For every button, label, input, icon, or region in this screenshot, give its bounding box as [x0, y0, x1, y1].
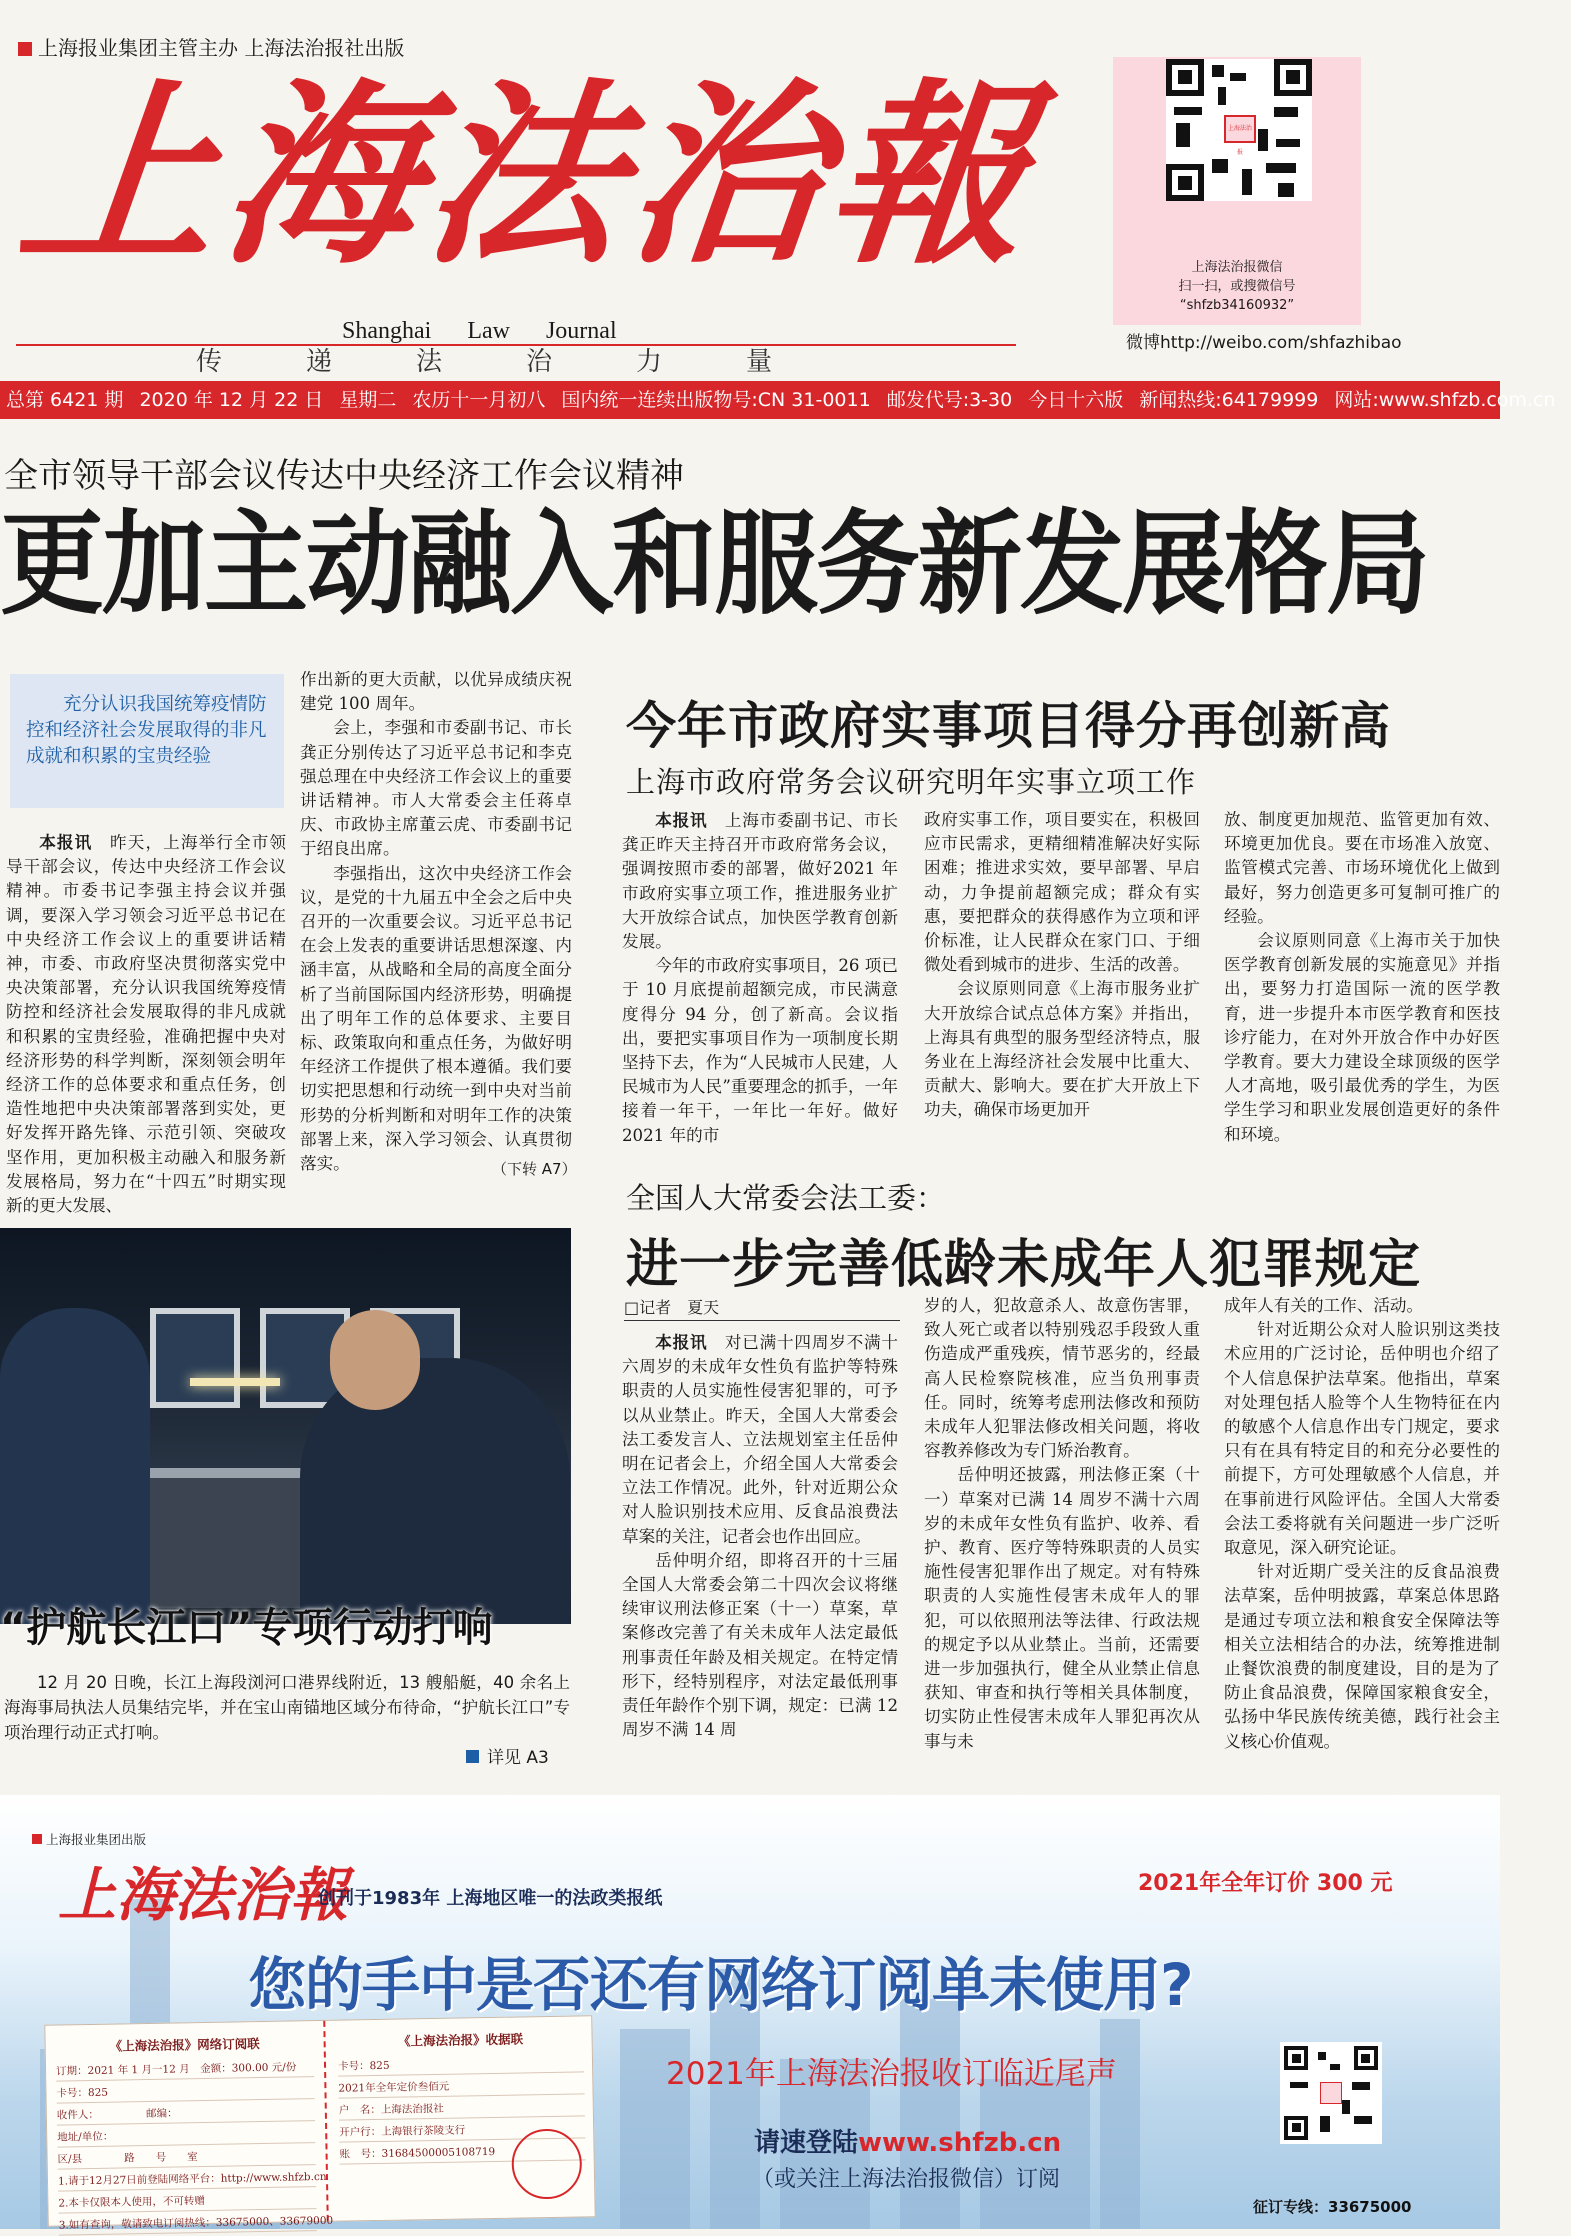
ad-publisher: 上海报业集团出版: [32, 1830, 146, 1848]
lead-column-1: 本报讯 昨天，上海举行全市领导干部会议，传达中央经济工作会议精神。市委书记李强主持会议并强调，要深入学习领会习近平总书记在中央经济工作会议上的重要讲话精神，市委、市政府坚决贯彻落实党中央决策部署，充分认识我国统筹疫情防控和经济社会发展取得的非凡成就和积累的宝贵经验，准确把握中央对经济形势的科学判断，深刻领会明年经济工作的总体要求和重点任务，创造性地把中央决策部署落到实处，更好发挥开路先锋、示范引领、突破攻坚作用，更加积极主动融入和服务新发展格局，努力在“十四五”时期实现新的更大发展、: [6, 832, 287, 1216]
ad-logo: 上海法治報: [58, 1861, 349, 1929]
form-online-stub: 《上海法治报》网络订阅联 订期：2021 年 1 月一12 月 金额：300.00 元/份 卡号：825 收件人： 邮编： 地址/单位： 区/县 路 号 室 1.请于12月27日前登陆网络平台：http://www.shfzb.cn 2.本卡仅限本人使用，不可转赠 3.如有查询，敬请致电订阅热线：33675000、33679000: [45, 2021, 328, 2226]
issue-date: 2020 年 12 月 22 日: [139, 389, 324, 411]
jump-line: （下转 A7）: [492, 1160, 577, 1178]
website[interactable]: 网站:www.shfzb.com.cn: [1334, 389, 1556, 411]
lead-column-2: 作出新的更大贡献，以优异成绩庆祝建党 100 周年。 会上，李强和市委副书记、市长龚正分别传达了习近平总书记和李克强总理在中央经济工作会议上的重要讲话精神。市人大常委会主任蒋卓庆、市政协主席董云虎、市委副书记于绍良出席。 李强指出，这次中央经济工作会议，是党的十九届五中全会之后中央召开的一次重要会议。习近平总书记在会上发表的重要讲话思想深邃、内涵丰富，从战略和全局的高度全面分析了当前国际国内经济形势，明确提出了明年工作的总体要求、主要目标、政策取向和重点任务，为做好明年经济工作提供了根本遵循。我们要切实把思想和行动统一到中央对当前形势的分析判断和对明年工作的决策部署上来，深入学习领会、认真贯彻落实。: [300, 670, 572, 1174]
newspaper-logo: 上海法治報: [10, 61, 1045, 291]
slogan: 传递法治力量: [16, 344, 1016, 378]
page-count: 今日十六版: [1028, 389, 1124, 411]
issue-info-bar: [0, 381, 1556, 419]
qr-caption: 上海法治报微信 扫一扫，或搜微信号 “shfzb34160932”: [1178, 260, 1296, 313]
photo-headline: “护航长江口”专项行动打响: [0, 1605, 493, 1651]
postal-code: 邮发代号:3-30: [886, 389, 1013, 411]
wechat-qr-code-icon[interactable]: [1166, 59, 1312, 201]
story2-headline: 今年市政府实事项目得分再创新高: [626, 697, 1391, 755]
ad-tagline: 创刊于1983年 上海地区唯一的法政类报纸: [318, 1888, 663, 1909]
story3-kicker: 全国人大常委会法工委：: [626, 1181, 946, 1215]
page-reference[interactable]: 详见 A3: [466, 1743, 549, 1768]
story2-subhead: 上海市政府常务会议研究明年实事立项工作: [626, 765, 1197, 799]
english-name: Shanghai Law Journal: [342, 318, 617, 344]
ad-website-link[interactable]: www.shfzb.cn: [858, 2128, 1062, 2158]
ad-notice: 2021年上海法治报收订临近尾声: [666, 2056, 1117, 2092]
blue-square-icon: [466, 1750, 479, 1763]
lead-kicker: 全市领导干部会议传达中央经济工作会议精神: [4, 456, 684, 496]
weibo-link[interactable]: 微博http://weibo.com/shfazhibao: [1126, 333, 1402, 353]
lunar-date: 农历十一月初八: [412, 389, 546, 411]
photo-caption: 12 月 20 日晚，长江上海段浏河口港界线附近，13 艘船艇，40 余名上海海事局执法人员集结完毕，并在宝山南锚地区域分布待命，“护航长江口”专项治理行动正式打响。: [4, 1673, 570, 1742]
form-receipt-stub: 《上海法治报》收据联 卡号：825 2021年全年定价叁佰元 户 名：上海法治报社 开户行：上海银行茶陵支行 账 号：31684500005108719: [327, 2016, 596, 2221]
story3-headline: 进一步完善低龄未成年人犯罪规定: [626, 1235, 1422, 1295]
official-seal-icon: [511, 2128, 582, 2199]
ad-follow-line: （或关注上海法治报微信）订阅: [752, 2167, 1061, 2192]
story3-byline: □记者 夏天: [624, 1295, 900, 1321]
ad-qr-panel: [1280, 2042, 1382, 2144]
lead-headline: 更加主动融入和服务新发展格局: [0, 498, 1429, 631]
dateline: 本报讯: [39, 832, 93, 852]
issue-number: 总第 6421 期: [6, 389, 124, 411]
subscription-form-image: [44, 2015, 595, 2232]
story3-column-1: 本报讯 对已满十四周岁不满十六周岁的未成年女性负有监护等特殊职责的人员实施性侵害犯罪的，可予以从业禁止。昨天，全国人大常委会法工委发言人、立法规划室主任岳仲明在记者会上，介绍全国人大常委会立法工作情况。此外，针对近期公众对人脸识别技术应用、反食品浪费法草案的关注，记者会也作出回应。 岳仲明介绍，即将召开的十三届全国人大常委会第二十四次会议将继续审议刑法修正案（十一）草案，草案修改完善了有关未成年人法定最低刑事责任年龄及相关规定。在特定情形下，经特别程序，对法定最低刑事责任年龄作个别下调，规定：已满 12 周岁不满 14 周: [622, 1332, 899, 1740]
ad-hotline: 征订专线：33675000: [1253, 2198, 1412, 2216]
publisher-line: 上海报业集团主管主办 上海法治报社出版: [18, 32, 404, 61]
story2-column-3: 放、制度更加规范、监管更加有效、环境更加优良。要在市场准入放宽、监管模式完善、市场环境优化上做到最好，努力创造更多可复制可推广的经验。 会议原则同意《上海市关于加快医学教育创新发展的实施意见》并指出，要努力打造国际一流的医学教育，进一步提升本市医学教育和医技诊疗能力，在对外开放合作中办好医学教育。要大力建设全球顶级的医学人才高地，吸引最优秀的学生，为医学生学习和职业发展创造更好的条件和环境。: [1224, 810, 1500, 1144]
story3-column-2: 岁的人，犯故意杀人、故意伤害罪，致人死亡或者以特别残忍手段致人重伤造成严重残疾，情节恶劣的，经最高人民检察院核准，应当负刑事责任。同时，统筹考虑刑法修改和预防未成年人犯罪法修改相关问题，将收容教养修改为专门矫治教育。 岳仲明还披露，刑法修正案（十一）草案对已满 14 周岁不满十六周岁的未成年女性负有监护、收养、看护、教育、医疗等特殊职责的人员实施性侵害犯罪作出了规定。对有特殊职责的人实施性侵害未成年人的罪犯，可以依照刑法等法律、行政法规的规定予以从业禁止。当前，还需要进一步加强执行，健全从业禁止信息获知、审查和执行等相关具体制度，切实防止性侵害未成年人罪犯再次从事与未: [924, 1296, 1200, 1751]
news-photo: [0, 1228, 571, 1624]
ad-price: 2021年全年订价 300 元: [1138, 1871, 1393, 1896]
ad-qr-code-icon[interactable]: [1284, 2046, 1378, 2140]
qr-inner-logo: 上海法治报: [1224, 115, 1256, 143]
cn-number: 国内统一连续出版物号:CN 31-0011: [561, 389, 871, 411]
ad-login-line: 请速登陆www.shfzb.cn: [754, 2128, 1062, 2158]
story3-column-3: 成年人有关的工作、活动。 针对近期公众对人脸识别这类技术应用的广泛讨论，岳仲明也介绍了个人信息保护法草案。他指出，草案对处理包括人脸等个人生物特征在内的敏感个人信息作出专门规定，要求只有在具有特定目的和充分必要性的前提下，方可处理敏感个人信息，并在事前进行风险评估。全国人大常委会法工委将就有关问题进一步广泛听取意见，深入研究论证。 针对近期广受关注的反食品浪费法草案，岳仲明披露，草案总体思路是通过专项立法和粮食安全保障法等相关立法相结合的办法，统筹推进制止餐饮浪费的制度建设，目的是为了防止食品浪费，保障国家粮食安全，弘扬中华民族传统美德，践行社会主义核心价值观。: [1224, 1296, 1500, 1751]
news-hotline: 新闻热线:64179999: [1139, 389, 1319, 411]
story2-column-2: 政府实事工作，项目要实在，积极回应市民需求，更精细精准解决好实际困难；推进求实效，要早部署、早启动，力争提前超额完成；群众有实惠，要把群众的获得感作为立项和评价标准，让人民群众在家门口、于细微处看到城市的进步、生活的改善。 会议原则同意《上海市服务业扩大开放综合试点总体方案》并指出，上海具有典型的服务型经济特点，服务业在上海经济社会发展中比重大、贡献大、影响大。要在扩大开放上下功夫，确保市场更加开: [924, 810, 1200, 1120]
ad-headline: 您的手中是否还有网络订阅单未使用?: [248, 1951, 1193, 2019]
weekday: 星期二: [339, 389, 397, 411]
lead-highlight-box: 充分认识我国统筹疫情防控和经济社会发展取得的非凡成就和积累的宝贵经验: [10, 674, 284, 808]
story2-column-1: 本报讯 上海市委副书记、市长龚正昨天主持召开市政府常务会议，强调按照市委的部署，做好2021 年市政府实事立项工作，推进服务业扩大开放综合试点，加快医学教育创新发展。 今年的市政府实事项目，26 项已于 10 月底提前超额完成，市民满意度得分 94 分，创了新高。会议指出，要把实事项目作为一项制度长期坚持下去，作为“人民城市人民建，人民城市为人民”重要理念的抓手，一年接着一年干，一年比一年好。做好 2021 年的市: [622, 810, 899, 1145]
red-square-icon: [18, 42, 32, 56]
